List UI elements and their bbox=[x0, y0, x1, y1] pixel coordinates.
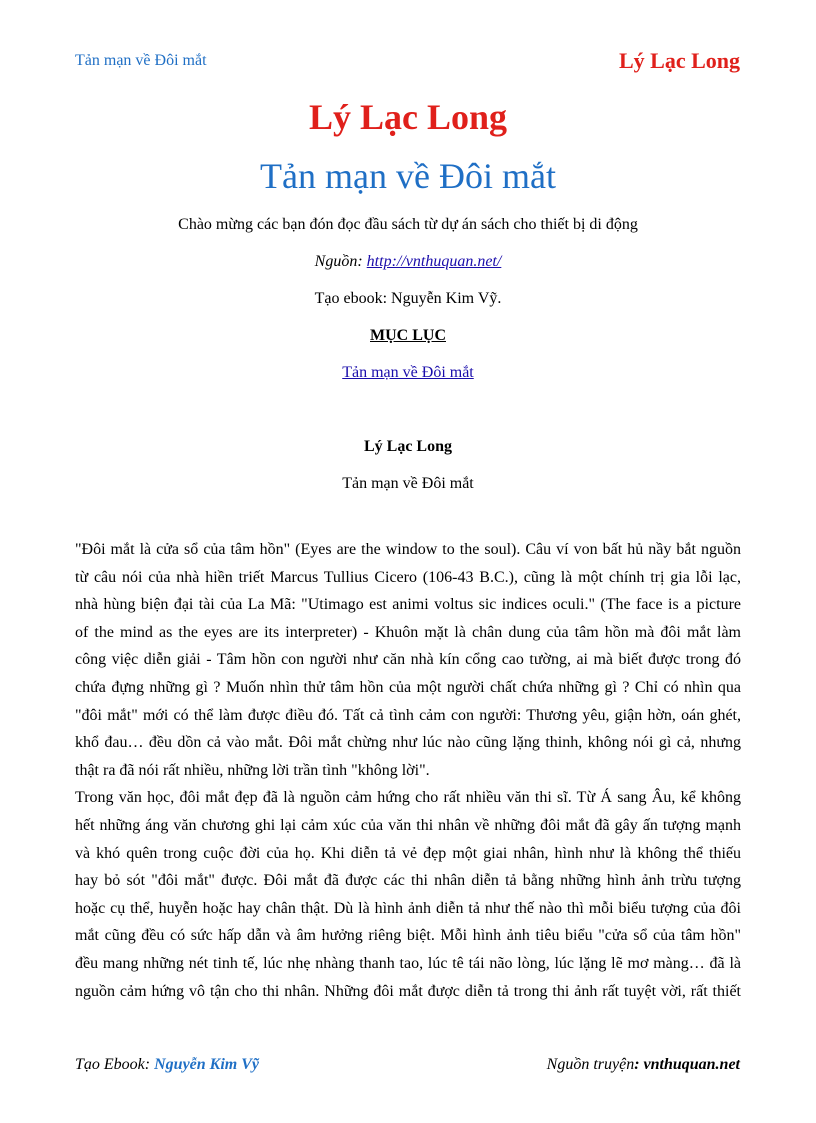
toc-item-link[interactable]: Tản mạn về Đôi mắt bbox=[342, 364, 474, 381]
footer-creator-sep: : bbox=[144, 1056, 155, 1073]
body-line: mắt cũng đều có sức hấp dẫn và âm hưởng riêng biệt. Mỗi hình ảnh tiêu biểu "cửa sổ của tâm hồn" bbox=[75, 927, 741, 945]
footer-source-site: vnthuquan.net bbox=[643, 1056, 740, 1073]
ebook-creator: Tạo ebook: Nguyễn Kim Vỹ. bbox=[314, 290, 502, 307]
body-line: hay bỏ sót "đôi mắt" được. Đôi mắt đã được các thi nhân diễn tả bằng những hình ảnh trừu tượng bbox=[75, 872, 741, 890]
source-link[interactable]: http://vnthuquan.net/ bbox=[366, 253, 502, 270]
body-line: hoặc cụ thể, huyễn hoặc hay chân thật. Dù là hình ảnh diễn tả như thế nào thì mỗi biểu tượng của đôi bbox=[75, 899, 741, 917]
book-author: Lý Lạc Long bbox=[308, 97, 508, 137]
paragraph-1 bbox=[75, 536, 741, 784]
body-line: từ câu nói của nhà hiền triết Marcus Tullius Cicero (106-43 B.C.), cũng là một chính trị gia lỗi lạc, bbox=[75, 568, 741, 586]
running-header-title: Tản mạn về Đôi mắt bbox=[75, 52, 207, 69]
toc-heading: MỤC LỤC bbox=[370, 327, 446, 344]
running-header-author: Lý Lạc Long bbox=[618, 48, 740, 73]
chapter-author: Lý Lạc Long bbox=[363, 438, 452, 455]
footer-creator bbox=[75, 1056, 259, 1074]
body-line: of the mind as the eyes are its interpreter) - Khuôn mặt là chân dung của tâm hồn mà đôi mắt làm bbox=[75, 623, 741, 641]
body-line: công việc diễn giải - Tâm hồn con người như căn nhà kín cổng cao tường, ai mà biết được trong đó bbox=[75, 651, 741, 669]
source-line bbox=[0, 253, 816, 271]
body-line: "đôi mắt" mới có thể làm được điều đó. Tất cả tình cảm con người: Thương yêu, giận hờn, oán ghét, bbox=[75, 706, 741, 724]
footer-creator-label: Tạo Ebook bbox=[75, 1056, 145, 1073]
footer-source-sep: : bbox=[634, 1056, 644, 1073]
paragraph-2 bbox=[75, 784, 741, 1005]
footer-source-label: Nguồn truyện bbox=[546, 1056, 635, 1073]
body-line: "Đôi mắt là cửa sổ của tâm hồn" (Eyes are the window to the soul). Câu ví von bất hủ nầy bắt nguồn bbox=[75, 541, 741, 558]
footer-source bbox=[547, 1056, 740, 1074]
chapter-body bbox=[75, 536, 741, 1005]
body-line: đều mang những nét tinh tế, lúc nhẹ nhàng thanh tao, lúc tê tái não lòng, lúc lặng lẽ mơ màng… đã là bbox=[75, 954, 741, 972]
body-line: khổ đau… đều dồn cả vào mắt. Đôi mắt chừng như lúc nào cũng lặng thinh, không nói gì cả, nhưng bbox=[75, 734, 741, 752]
body-line: hết những áng văn chương ghi lại cảm xúc của văn thi nhân về những đôi mắt đã gây ấn tượng mạnh bbox=[75, 816, 741, 834]
body-line: nguồn cảm hứng vô tận cho thi nhân. Những đôi mắt được diễn tả trong thi ảnh rất tuyệt vời, rất thiết bbox=[75, 982, 741, 1000]
body-line: và khó quên trong cuộc đời của họ. Khi diễn tả vẻ đẹp một giai nhân, hình như là không thể thiếu bbox=[75, 844, 741, 862]
footer-creator-name: Nguyễn Kim Vỹ bbox=[154, 1056, 259, 1073]
body-line: nhà hùng biện đại tài của La Mã: "Utimago est animi voltus sic indices oculi." (The face is a picture bbox=[75, 596, 741, 614]
source-label: Nguồn: bbox=[314, 253, 367, 270]
body-line: chứa đựng những gì ? Muốn nhìn thử tâm hồn của một người chất chứa những gì ? Chỉ có nhìn qua bbox=[75, 678, 741, 696]
welcome-text: Chào mừng các bạn đón đọc đầu sách từ dự án sách cho thiết bị di động bbox=[178, 216, 638, 233]
book-title: Tản mạn về Đôi mắt bbox=[260, 156, 556, 196]
body-line: thật ra đã nói rất nhiều, những lời trần tình "không lời". bbox=[75, 761, 430, 779]
chapter-title: Tản mạn về Đôi mắt bbox=[342, 475, 474, 492]
body-line: Trong văn học, đôi mắt đẹp đã là nguồn cảm hứng cho rất nhiều văn thi sĩ. Từ Á sang Âu, kể không bbox=[75, 789, 741, 807]
